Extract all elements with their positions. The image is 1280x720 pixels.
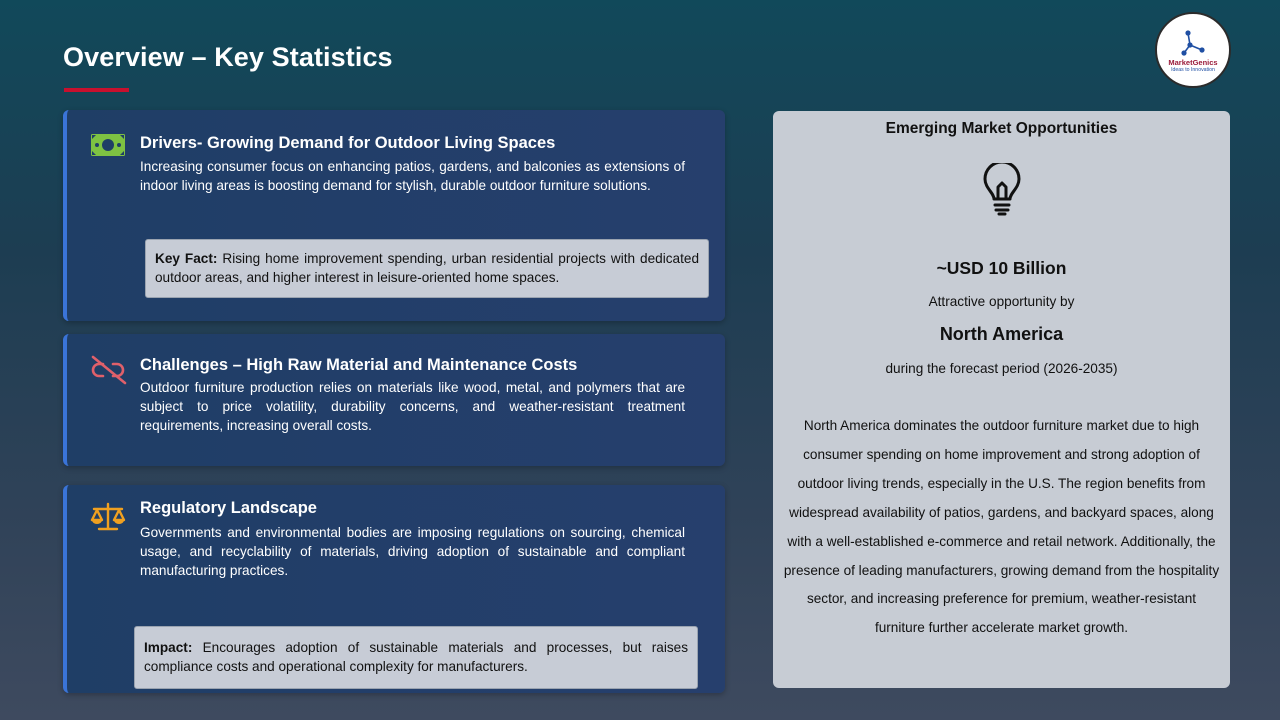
- page-title: Overview – Key Statistics: [63, 42, 393, 72]
- logo-tagline: Ideas to Innovation: [1171, 66, 1215, 73]
- drivers-title: Drivers- Growing Demand for Outdoor Living Spaces: [140, 134, 556, 152]
- key-fact-label: Key Fact:: [155, 251, 218, 266]
- impact-text: Encourages adoption of sustainable materials and processes, but raises compliance costs and operational complexity for manufacturers.: [144, 640, 688, 674]
- logo-name: MarketGenics: [1168, 58, 1218, 68]
- regulatory-title: Regulatory Landscape: [140, 499, 317, 517]
- scales-icon: [89, 501, 129, 533]
- regulatory-body: Governments and environmental bodies are imposing regulations on sourcing, chemical usage, and recyclability of materials, driving adoption of sustainable and compliant manufacturing practices.: [140, 525, 685, 578]
- key-fact-text: Rising home improvement spending, urban residential projects with dedicated outdoor areas, and higher interest in leisure-oriented home spaces.: [155, 251, 699, 285]
- company-logo: [1155, 12, 1231, 88]
- lightbulb-icon: [979, 163, 1025, 217]
- challenges-body: Outdoor furniture production relies on materials like wood, metal, and polymers that are subject to price volatility, durability concerns, and weather-resistant treatment requirements, increasing overall costs.: [140, 380, 685, 433]
- key-fact-box: [145, 239, 709, 298]
- opportunity-region: North America: [939, 324, 1064, 344]
- drivers-body: Increasing consumer focus on enhancing patios, gardens, and balconies as extensions of indoor living areas is boosting demand for stylish, durable outdoor furniture solutions.: [140, 159, 685, 193]
- challenges-title: Challenges – High Raw Material and Maintenance Costs: [140, 356, 578, 374]
- drivers-card: [63, 110, 725, 321]
- network-logo-icon: [1179, 29, 1207, 57]
- opportunity-value: ~USD 10 Billion: [936, 258, 1067, 278]
- title-underline: [64, 88, 129, 92]
- impact-box: [134, 626, 698, 689]
- impact-label: Impact:: [144, 640, 193, 655]
- opportunity-description: North America dominates the outdoor furniture market due to high consumer spending on home improvement and strong adoption of outdoor living trends, especially in the U.S. The region benefits from widespread availability of patios, gardens, and backyard spaces, along with a well-established e-commerce and retail network. Additionally, the presence of leading manufacturers, growing demand from the hospitality sector, and increasing preference for premium, weather-resistant furniture further accelerate market growth.: [783, 418, 1220, 636]
- opportunity-title: Emerging Market Opportunities: [885, 120, 1118, 137]
- money-icon: [89, 130, 129, 162]
- challenges-card: [63, 334, 725, 466]
- opportunity-subtitle: Attractive opportunity by: [928, 294, 1075, 309]
- regulatory-card: [63, 485, 725, 693]
- opportunity-period: during the forecast period (2026-2035): [885, 361, 1118, 376]
- opportunity-panel: [773, 111, 1230, 688]
- broken-link-icon: [89, 354, 129, 386]
